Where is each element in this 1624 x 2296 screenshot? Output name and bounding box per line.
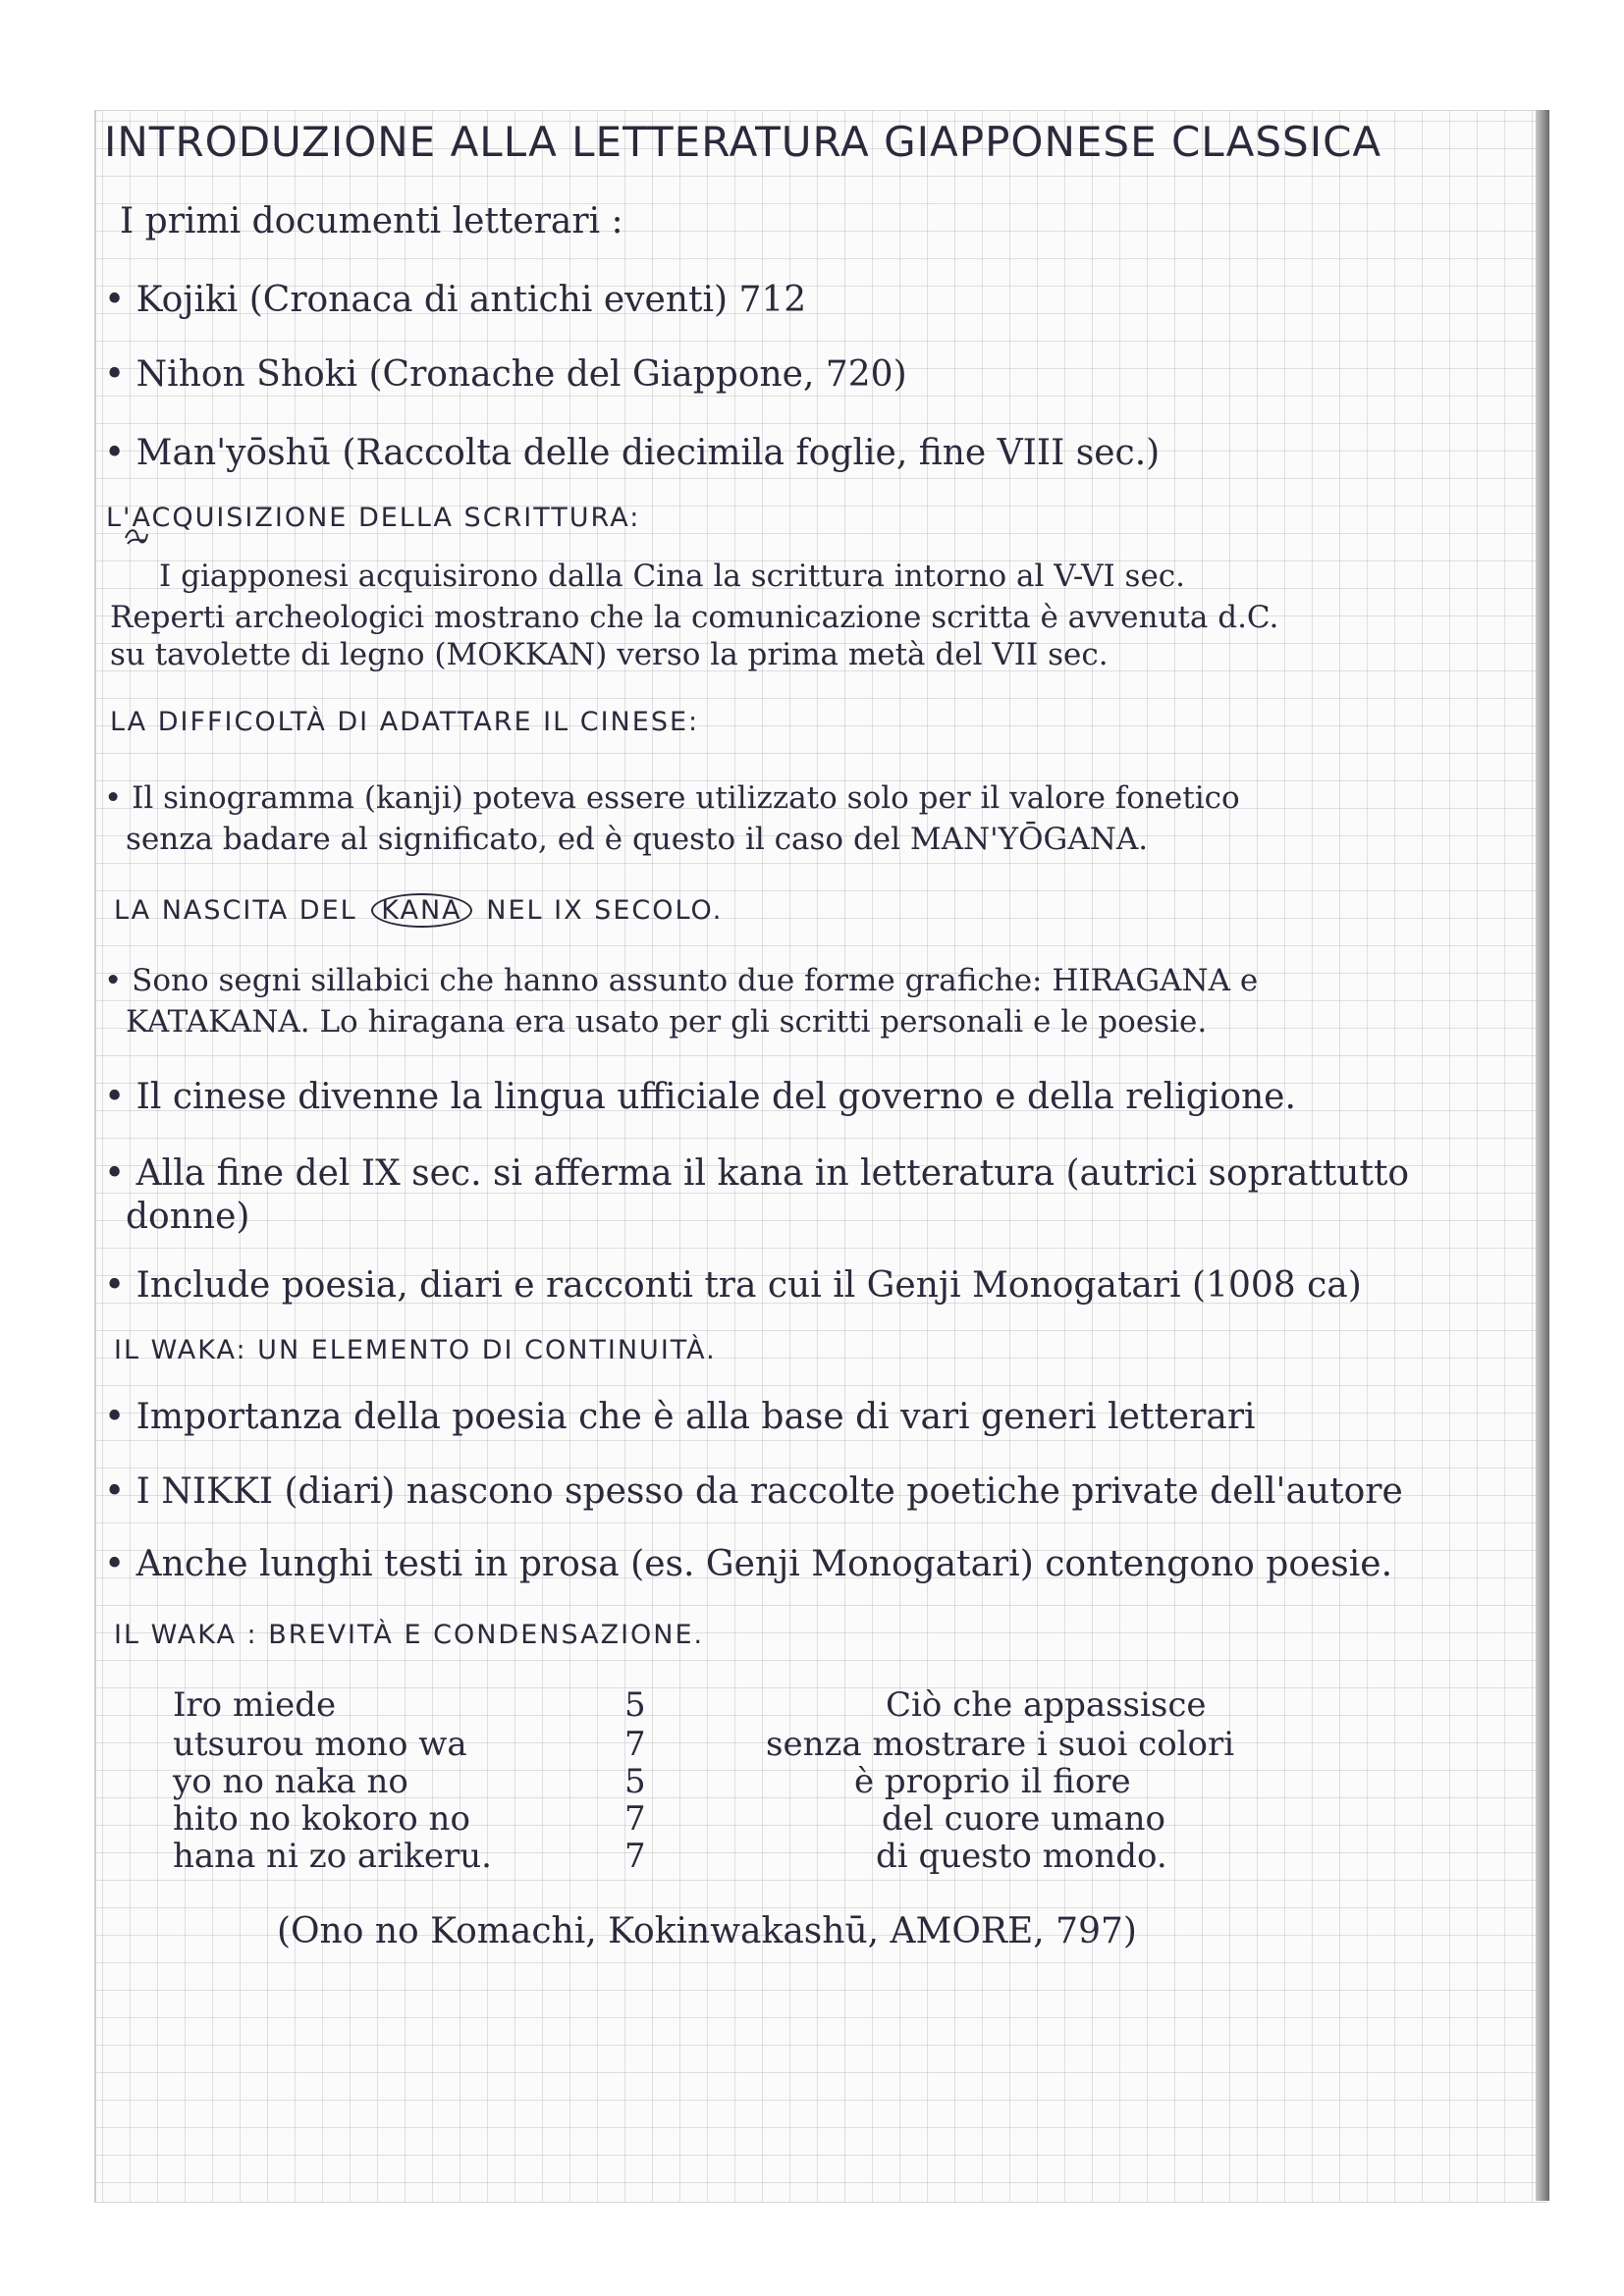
list-item: • I NIKKI (diari) nascono spesso da raccolte poetiche private dell'autore <box>104 1471 1403 1512</box>
poem-line-italian: del cuore umano <box>882 1799 1165 1839</box>
poem-line-italian: è proprio il fiore <box>854 1762 1131 1801</box>
section-heading-primi: I primi documenti letterari : <box>120 201 623 241</box>
list-item: • Il cinese divenne la lingua ufficiale del governo e della religione. <box>104 1077 1296 1117</box>
poem-syllable-count: 5 <box>624 1685 646 1725</box>
list-item-manyoshu: • Man'yōshū (Raccolta delle diecimila foglie, fine VIII sec.) <box>104 433 1161 473</box>
poem-line-italian: senza mostrare i suoi colori <box>766 1725 1235 1764</box>
circled-word-kana: KANA <box>371 893 471 928</box>
notebook-spine-shadow <box>1536 110 1549 2201</box>
page-title: INTRODUZIONE ALLA LETTERATURA GIAPPONESE CLASSICA <box>104 118 1382 166</box>
paragraph-line: senza badare al significato, ed è questo il caso del MAN'YŌGANA. <box>126 822 1149 857</box>
poem-line-japanese: hana ni zo arikeru. <box>173 1837 492 1876</box>
poem-syllable-count: 5 <box>624 1762 646 1801</box>
section-heading-brevita: IL WAKA : BREVITÀ E CONDENSAZIONE. <box>114 1620 705 1650</box>
paragraph-line: donne) <box>126 1197 250 1237</box>
poem-line-japanese: utsurou mono wa <box>173 1725 467 1764</box>
paragraph-line: I giapponesi acquisirono dalla Cina la scrittura intorno al V-VI sec. <box>159 559 1186 594</box>
list-item-nihon-shoki: • Nihon Shoki (Cronache del Giappone, 720) <box>104 354 907 395</box>
heading-text: LA NASCITA DEL <box>114 895 357 926</box>
section-heading-kana <box>114 893 723 928</box>
paragraph-line: KATAKANA. Lo hiragana era usato per gli scritti personali e le poesie. <box>126 1004 1208 1040</box>
poem-syllable-count: 7 <box>624 1725 646 1764</box>
poem-syllable-count: 7 <box>624 1837 646 1876</box>
section-heading-waka: IL WAKA: UN ELEMENTO DI CONTINUITÀ. <box>114 1335 717 1365</box>
poem-line-italian: di questo mondo. <box>876 1837 1167 1876</box>
ink-scribble-icon <box>124 526 149 548</box>
section-heading-difficolta: LA DIFFICOLTÀ DI ADATTARE IL CINESE: <box>110 707 700 737</box>
poem-line-japanese: hito no kokoro no <box>173 1799 470 1839</box>
list-item: • Il sinogramma (kanji) poteva essere utilizzato solo per il valore fonetico <box>104 780 1240 816</box>
poem-line-japanese: Iro miede <box>173 1685 337 1725</box>
paragraph-line: su tavolette di legno (MOKKAN) verso la prima metà del VII sec. <box>110 637 1109 672</box>
section-heading-scrittura: L'ACQUISIZIONE DELLA SCRITTURA: <box>106 503 641 533</box>
poem-line-italian: Ciò che appassisce <box>886 1685 1207 1725</box>
poem-citation: (Ono no Komachi, Kokinwakashū, AMORE, 797) <box>277 1911 1137 1951</box>
poem-line-japanese: yo no naka no <box>173 1762 408 1801</box>
list-item: • Alla fine del IX sec. si afferma il kana in letteratura (autrici soprattutto <box>104 1153 1410 1194</box>
list-item-kojiki: • Kojiki (Cronaca di antichi eventi) 712 <box>104 280 807 320</box>
list-item: • Sono segni sillabici che hanno assunto due forme grafiche: HIRAGANA e <box>104 963 1259 998</box>
heading-text: NEL IX SECOLO. <box>486 895 724 926</box>
poem-syllable-count: 7 <box>624 1799 646 1839</box>
list-item: • Importanza della poesia che è alla base di vari generi letterari <box>104 1397 1256 1437</box>
list-item: • Anche lunghi testi in prosa (es. Genji Monogatari) contengono poesie. <box>104 1544 1393 1584</box>
list-item: • Include poesia, diari e racconti tra cui il Genji Monogatari (1008 ca) <box>104 1265 1362 1306</box>
paragraph-line: Reperti archeologici mostrano che la comunicazione scritta è avvenuta d.C. <box>110 600 1279 635</box>
